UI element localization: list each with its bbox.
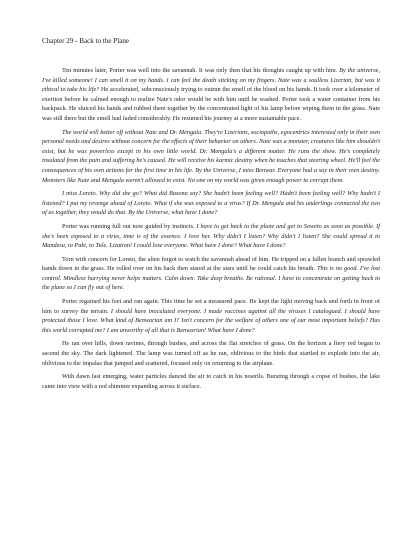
text-run: Torn with concern for Loreto, the alien forgot to watch the savannah ahead of him. He tripped on a fallen branch and sprawled hands down in the grass. He rolled over on his back then stared at the stars until he could catch his breath. — [42, 255, 380, 273]
italic-text: The world will better off without Nate and Dr. Mengala. They're Lizerians, sociopaths, egocentrics interested only in their own personal needs and desires without concern for the effects of their behavior on others. Nate was a monster, creatures like him shouldn't exist, but he was powerless except in his own little world. Dr. Mengala's a different matter. He runs the show. He's completely insulated from the pain and suffering he's caused. He will receive his karmic destiny when he touches that steering wheel. He'll feel the consequences of his own actions for the first time in his life. By the Universe, I miss Benwar. Everyone had a say in their own destiny. Monsters like Nate and Mengala weren't allowed to exist. No one on my world was given enough power to corrupt them. — [42, 128, 380, 184]
paragraph — [42, 66, 380, 124]
italic-text: I have to get back to the plane and get to Soweto as soon as possible. If she's been exposed to a virus, time is of the essence. I love her. Why didn't I listen? Why didn't I listen? She could spread it to Mandesa, to Paki, to Tule. Lization! I could lose everyone. What have I done? What have I done? — [42, 222, 380, 250]
paragraph — [42, 189, 380, 218]
italic-text: I should have inoculated everyone. I made vaccines against all the viruses I catalogued. I should have protected those I love. What kind of Benwarian am I? Isn't concern for the welfare of others one of our most important beliefs? Has this world corrupted me? I am unworthy of all that is Benwarian! What have I done? — [42, 307, 380, 334]
italic-text: I miss Loreto. Why did she go? What did Basona say? She hadn't been feeling well? Hadn't been feeling well? Why hadn't I listened? I put my revenge ahead of Loreto. What if she was exposed to a virus? If Dr. Mengala and his underlings connected the two of us together, they would do that. By the Universe, what have I done? — [42, 190, 380, 217]
paragraph — [42, 128, 380, 186]
chapter-title: Chapter 29 - Back to the Plane — [42, 37, 130, 45]
text-run: With dawn fast emerging, water particles danced the air to catch in his nostrils. Bursting through a copse of bushes, the lake came into view with a red shimmer expanding across it surface. — [42, 373, 380, 390]
italic-text: This is no good. I've lost control. Mindless hurrying never helps matters. Calm down. Take deep breaths. Be rational. I have to concentrate on getting back to the plane so I can fly out of here. — [42, 265, 381, 292]
text-run: Porter was running full out now guided by instincts. — [62, 222, 197, 230]
paragraph — [42, 222, 380, 251]
paragraph — [42, 297, 380, 335]
paragraph — [42, 372, 380, 391]
italic-text: By the universe, I've killed someone! I can smell it on my hands. I can feel the death sticking on my fingers. Nate was a soulless Lizerian, but was it ethical to take his life? — [42, 67, 381, 94]
paragraph — [42, 339, 380, 368]
text-run: He ran over hills, down ravines, through bushes, and across the flat stretches of grass. On the horizon a fiery red began to ascend the sky. The dark lightened. The lamp was turned off as he ran, oblivious to the birds that startled to explode into the air, oblivious to the impalas that jumped and scattered, focused only on returning to the airplane. — [42, 340, 380, 367]
text-run: He accelerated, subconsciously trying to outrun the smell of the blood on his hands. It took over a kilometer of exertion before he calmed enough to realize Nate's odor would be with him until he washed. Porter took a water container from his backpack. He sluiced his hands and rubbed them together by the concentrated light of his lamp before wiping them in the grass. Nate was still there but the smell had faded considerably. He resumed his journey at a more sustainable pace. — [42, 86, 380, 122]
text-run: Porter regained his feet and ran again. This time he set a measured pace. He kept the light moving back and forth in front of him to survey the terrain. — [42, 298, 380, 315]
text-run: Ten minutes later, Porter was well into the savannah. It was only then that his thoughts caught up with him. — [62, 67, 340, 74]
paragraph — [42, 255, 380, 293]
chapter-body — [42, 66, 380, 395]
